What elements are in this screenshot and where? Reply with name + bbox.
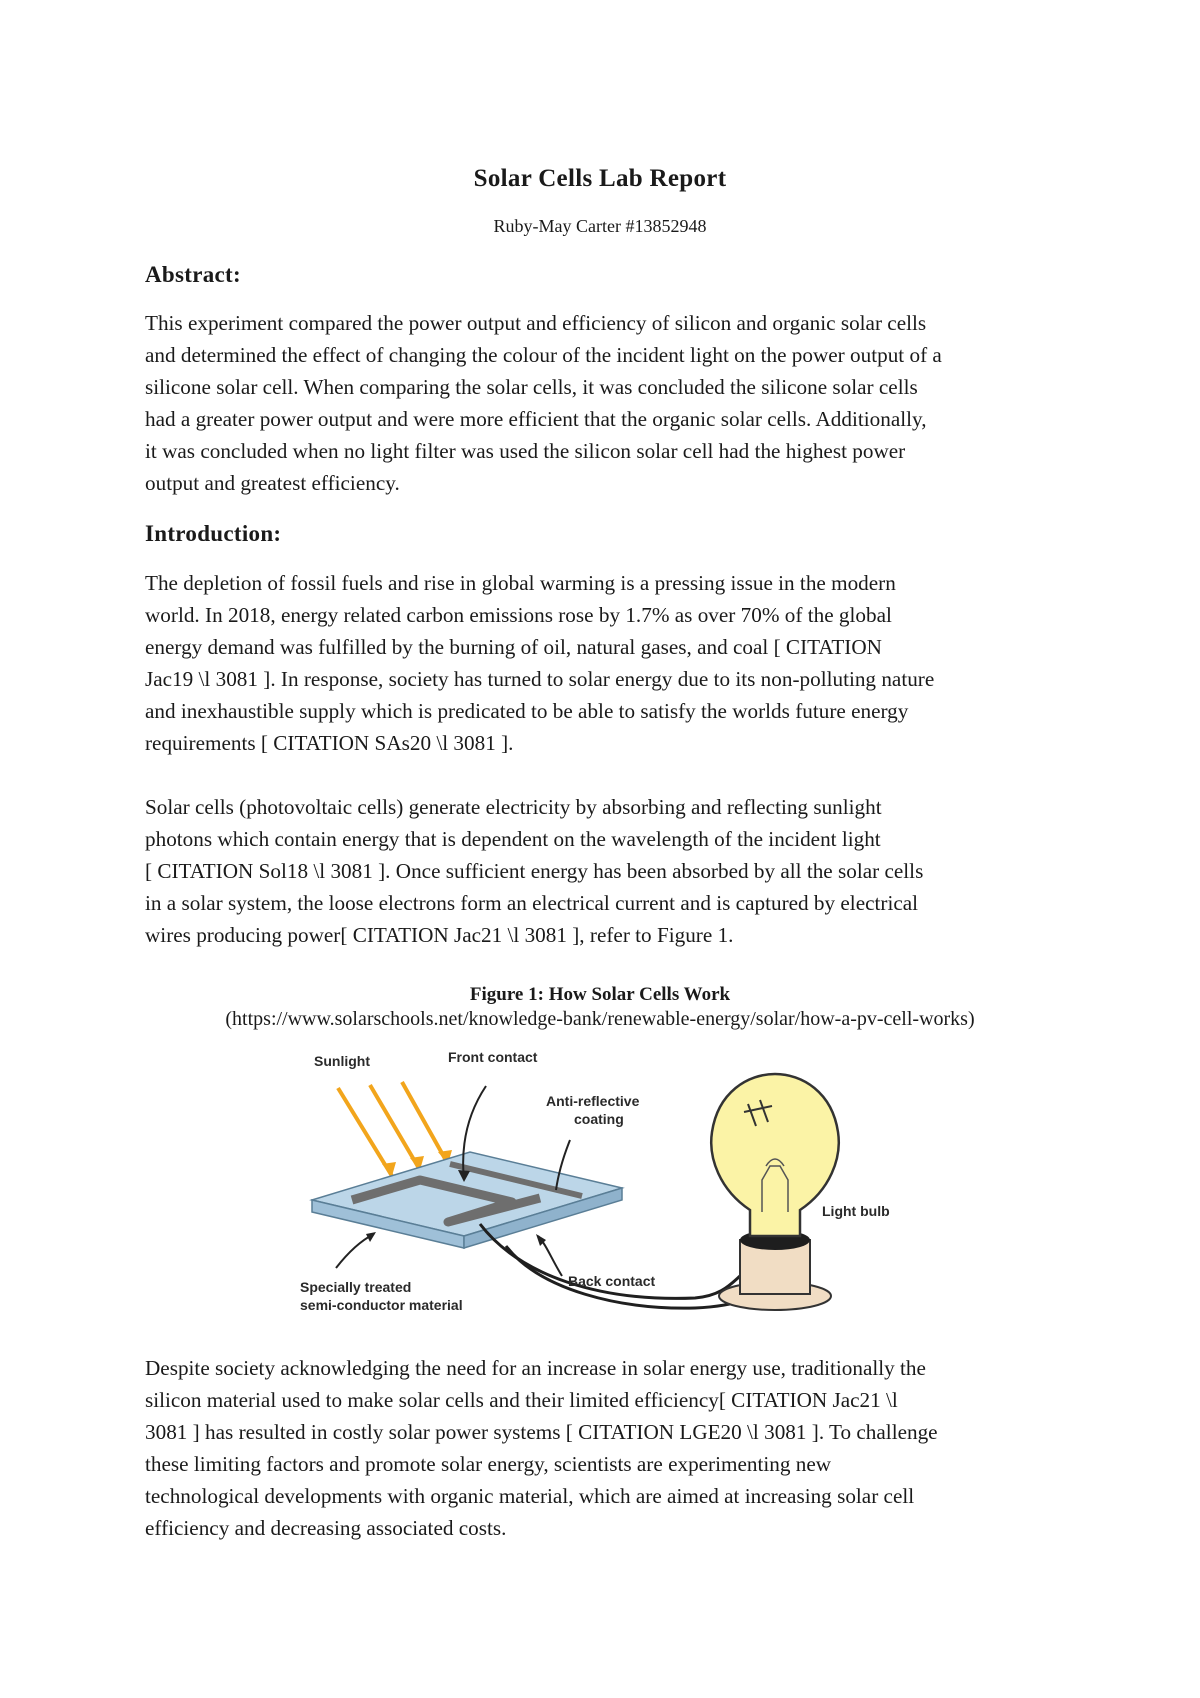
- intro-line: 3081 ] has resulted in costly solar power systems [ CITATION LGE20 \l 3081 ]. To challenge: [145, 1420, 938, 1444]
- abstract-line: This experiment compared the power output and efficiency of silicon and organic solar cells: [145, 311, 927, 335]
- abstract-line: output and greatest efficiency.: [145, 471, 400, 495]
- intro-line: world. In 2018, energy related carbon emissions rose by 1.7% as over 70% of the global: [145, 603, 892, 627]
- label-light-bulb: Light bulb: [822, 1203, 890, 1219]
- label-specially-treated: Specially treated: [300, 1279, 412, 1295]
- semiconductor-pointer: [336, 1234, 374, 1268]
- intro-line: photons which contain energy that is dependent on the wavelength of the incident light: [145, 827, 881, 851]
- report-title: Solar Cells Lab Report: [473, 165, 727, 192]
- intro-line: Solar cells (photovoltaic cells) generate electricity by absorbing and reflecting sunlight: [145, 795, 882, 819]
- intro-line: The depletion of fossil fuels and rise in global warming is a pressing issue in the modern: [145, 571, 896, 595]
- author-line: Ruby-May Carter #13852948: [493, 216, 707, 236]
- sun-ray: [338, 1088, 392, 1176]
- label-coating: coating: [574, 1111, 624, 1127]
- intro-line: and inexhaustible supply which is predicated to be able to satisfy the worlds future energy: [145, 699, 909, 723]
- introduction-heading: Introduction:: [145, 521, 282, 546]
- intro-line: Despite society acknowledging the need for an increase in solar energy use, traditionally the: [145, 1356, 926, 1380]
- solar-cell-diagram: [300, 1040, 900, 1320]
- intro-paragraph-1: [145, 567, 1075, 759]
- intro-paragraph-3: [145, 1352, 1075, 1544]
- figure-source-url: (https://www.solarschools.net/knowledge-bank/renewable-energy/solar/how-a-pv-cell-works): [225, 1008, 975, 1030]
- intro-line: silicon material used to make solar cells and their limited efficiency[ CITATION Jac21 \l: [145, 1388, 898, 1412]
- label-semiconductor-material: semi-conductor material: [300, 1297, 463, 1313]
- label-back-contact: Back contact: [568, 1273, 656, 1289]
- abstract-line: had a greater power output and were more efficient that the organic solar cells. Additionally,: [145, 407, 927, 431]
- intro-line: Jac19 \l 3081 ]. In response, society has turned to solar energy due to its non-polluting nature: [145, 667, 935, 691]
- intro-line: efficiency and decreasing associated costs.: [145, 1516, 507, 1540]
- intro-line: in a solar system, the loose electrons form an electrical current and is captured by electrical: [145, 891, 919, 915]
- abstract-heading: Abstract:: [145, 262, 241, 287]
- abstract-line: and determined the effect of changing the colour of the incident light on the power output of a: [145, 343, 942, 367]
- abstract-line: it was concluded when no light filter was used the silicon solar cell had the highest power: [145, 439, 906, 463]
- light-bulb: [711, 1074, 838, 1310]
- intro-line: technological developments with organic material, which are aimed at increasing solar cell: [145, 1484, 915, 1508]
- bulb-glass: [711, 1074, 838, 1236]
- intro-line: wires producing power[ CITATION Jac21 \l 3081 ], refer to Figure 1.: [145, 923, 734, 947]
- intro-line: these limiting factors and promote solar energy, scientists are experimenting new: [145, 1452, 832, 1476]
- abstract-paragraph: [145, 307, 1075, 499]
- solar-cell: [312, 1152, 622, 1248]
- label-sunlight: Sunlight: [314, 1053, 370, 1069]
- semiconductor-pointer-head: [366, 1232, 376, 1242]
- figure-caption: Figure 1: How Solar Cells Work: [469, 984, 731, 1005]
- abstract-line: silicone solar cell. When comparing the solar cells, it was concluded the silicone solar cells: [145, 375, 918, 399]
- intro-line: energy demand was fulfilled by the burning of oil, natural gases, and coal [ CITATION: [145, 635, 882, 659]
- intro-line: requirements [ CITATION SAs20 \l 3081 ].: [145, 731, 514, 755]
- label-front-contact: Front contact: [448, 1049, 538, 1065]
- label-anti-reflective: Anti-reflective: [546, 1093, 640, 1109]
- intro-paragraph-2: [145, 791, 1075, 951]
- intro-line: [ CITATION Sol18 \l 3081 ]. Once sufficient energy has been absorbed by all the solar cells: [145, 859, 924, 883]
